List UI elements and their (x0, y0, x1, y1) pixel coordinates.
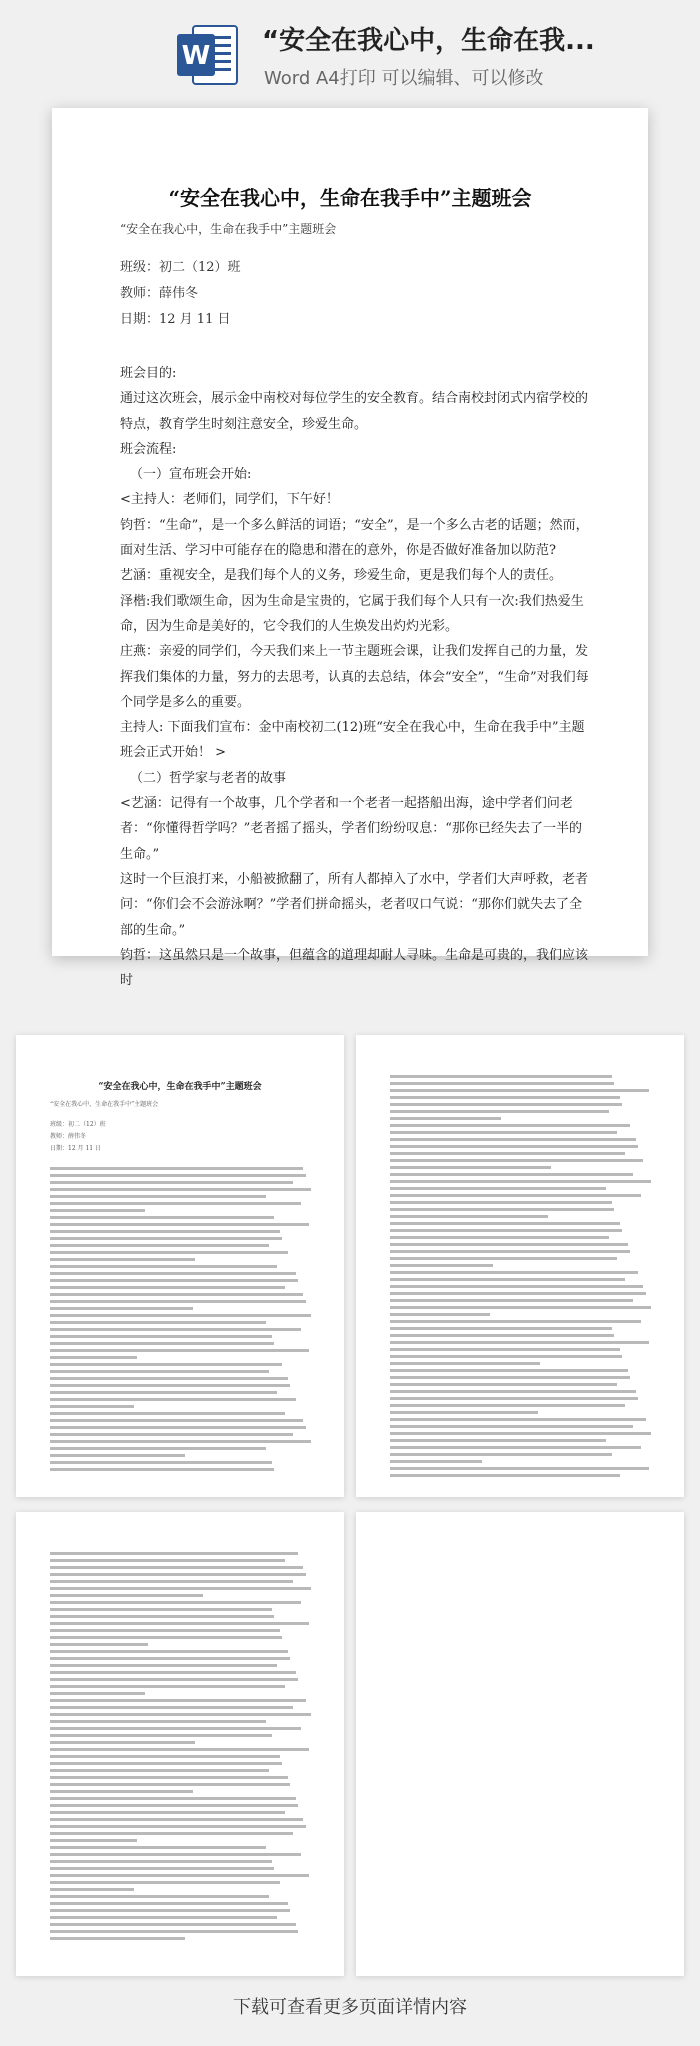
document-format-note: Word A4打印 可以编辑、可以修改 (264, 68, 544, 89)
thumb-text-line (390, 1171, 654, 1178)
thumb-text-line (50, 1417, 314, 1424)
thumb-text-line (50, 1305, 314, 1312)
thumb-text-line (50, 1564, 314, 1571)
thumb-text-line (390, 1346, 654, 1353)
thumb-text-line (50, 1228, 314, 1235)
thumb-text-line (50, 1739, 314, 1746)
thumb-text-line (390, 1437, 654, 1444)
paragraph: <艺涵：记得有一个故事，几个学者和一个老者一起搭船出海，途中学者们问老者：“你懂得哲学吗？”老者摇了摇头，学者们纷纷叹息：“那你已经失去了一半的生命。” (120, 796, 582, 862)
thumbnail-page-2[interactable] (356, 1035, 684, 1497)
thumb-text-line (390, 1220, 654, 1227)
paragraph: 泽楷:我们歌颂生命，因为生命是宝贵的，它属于我们每个人只有一次:我们热爱生命，因为生命是美好的，它令我们的人生焕发出灼灼光彩。 (120, 593, 584, 634)
thumb-text-line (50, 1354, 314, 1361)
thumb-text-line (390, 1269, 654, 1276)
thumb-text-lines (50, 1165, 314, 1473)
thumb-text-line (50, 1452, 314, 1459)
thumb-text-line (50, 1571, 314, 1578)
thumb-text-line (50, 1879, 314, 1886)
thumb-text-line (50, 1172, 314, 1179)
thumb-text-line (390, 1395, 654, 1402)
paragraph: （二）哲学家与老者的故事 (130, 770, 287, 786)
thumb-text-line (50, 1697, 314, 1704)
thumb-text-line (50, 1347, 314, 1354)
paragraph: 这时一个巨浪打来，小船被掀翻了，所有人都掉入了水中，学者们大声呼救，老者问：“你们会不会游泳啊？”学者们拼命摇头，老者叹口气说：“那你们就失去了全部的生命。” (120, 871, 589, 938)
thumb-text-line (50, 1627, 314, 1634)
thumb-text-line (390, 1472, 654, 1479)
thumb-text-line (390, 1318, 654, 1325)
thumb-text-line (50, 1683, 314, 1690)
thumb-text-line (390, 1199, 654, 1206)
thumb-text-line (50, 1445, 314, 1452)
thumb-text-line (390, 1108, 654, 1115)
thumb-text-line (390, 1262, 654, 1269)
thumb-text-line (50, 1921, 314, 1928)
thumb-text-line (390, 1157, 654, 1164)
thumb-text-line (50, 1809, 314, 1816)
thumb-text-line (50, 1753, 314, 1760)
thumb-text-line (390, 1206, 654, 1213)
thumb-text-line (50, 1312, 314, 1319)
thumb-text-line (390, 1430, 654, 1437)
thumb-text-line (390, 1241, 654, 1248)
thumb-text-line (50, 1382, 314, 1389)
thumb-text-line (50, 1277, 314, 1284)
thumb-text-line (50, 1725, 314, 1732)
paragraph: 钧哲：“生命”，是一个多么鲜活的词语；“安全”，是一个多么古老的话题；然而，面对生活、学习中可能存在的隐患和潜在的意外，你是否做好准备加以防范? (120, 517, 589, 559)
thumb-text-line (50, 1620, 314, 1627)
thumb-text-line (390, 1101, 654, 1108)
thumb-text-line (390, 1192, 654, 1199)
thumb-text-line (50, 1886, 314, 1893)
paragraph: <主持人：老师们，同学们，下午好！ (120, 492, 339, 508)
paragraph: 钧哲：这虽然只是一个故事，但蕴含的道理却耐人寻味。生命是可贵的，我们应该时 (120, 947, 589, 989)
thumb-text-line (390, 1094, 654, 1101)
thumb-text-line (390, 1297, 654, 1304)
thumb-text-line (50, 1256, 314, 1263)
thumb-text-line (390, 1332, 654, 1339)
thumb-text-line (50, 1557, 314, 1564)
more-pages-note[interactable]: 下载可查看更多页面详情内容 (233, 1997, 467, 2018)
paragraph: 班会目的: (120, 366, 177, 381)
thumb-text-line (50, 1690, 314, 1697)
thumbnail-page-4[interactable] (356, 1512, 684, 1976)
thumb-text-line (50, 1214, 314, 1221)
thumb-text-line (50, 1788, 314, 1795)
thumbnail-page-1[interactable] (16, 1035, 344, 1497)
thumb-text-line (50, 1648, 314, 1655)
thumb-title: “安全在我心中，生命在我手中”主题班会 (98, 1082, 262, 1092)
thumb-text-line (50, 1711, 314, 1718)
thumb-text-line (50, 1550, 314, 1557)
thumb-text-line (50, 1872, 314, 1879)
thumb-text-line (50, 1865, 314, 1872)
paragraph: 庄燕：亲爱的同学们，今天我们来上一节主题班会课，让我们发挥自己的力量，发挥我们集体的力量，努力的去思考，认真的去总结，体会“安全”，“生命”对我们每个同学是多么的重要。 (120, 644, 589, 710)
thumb-text-line (390, 1234, 654, 1241)
thumb-text-line (390, 1185, 654, 1192)
thumb-text-line (50, 1326, 314, 1333)
thumb-text-line (390, 1164, 654, 1171)
thumb-text-line (390, 1304, 654, 1311)
header (0, 0, 700, 100)
thumb-text-line (50, 1424, 314, 1431)
thumb-text-line (50, 1431, 314, 1438)
thumb-text-line (50, 1165, 314, 1172)
thumb-text-line (50, 1928, 314, 1935)
thumb-text-line (390, 1227, 654, 1234)
thumb-text-line (390, 1290, 654, 1297)
thumb-text-line (50, 1466, 314, 1473)
thumb-text-line (50, 1893, 314, 1900)
teacher-info: 教师：薛伟冬 (120, 286, 199, 301)
thumb-text-line (50, 1606, 314, 1613)
thumb-text-line (390, 1458, 654, 1465)
thumb-text-lines (50, 1550, 314, 1942)
thumb-text-line (50, 1767, 314, 1774)
thumb-text-line (50, 1732, 314, 1739)
thumb-text-line (50, 1284, 314, 1291)
thumb-text-line (50, 1592, 314, 1599)
document-body (120, 361, 590, 993)
thumb-text-line (50, 1578, 314, 1585)
thumb-text-line (390, 1129, 654, 1136)
thumb-text-line (50, 1851, 314, 1858)
thumbnail-page-3[interactable] (16, 1512, 344, 1976)
thumb-text-line (50, 1816, 314, 1823)
thumb-teacher: 教师：薛伟冬 (50, 1133, 87, 1140)
page-title: “安全在我心中，生命在我手中”主题班会 (168, 186, 532, 210)
document-page-preview[interactable] (52, 108, 648, 989)
thumb-text-line (390, 1444, 654, 1451)
thumb-text-line (50, 1634, 314, 1641)
thumb-text-line (50, 1760, 314, 1767)
thumb-text-line (390, 1402, 654, 1409)
thumb-text-line (50, 1298, 314, 1305)
thumb-text-line (50, 1459, 314, 1466)
thumb-text-line (50, 1410, 314, 1417)
paragraph: （一）宣布班会开始: (130, 467, 252, 483)
thumb-text-line (50, 1718, 314, 1725)
thumb-text-line (50, 1319, 314, 1326)
thumb-text-line (390, 1339, 654, 1346)
thumb-text-line (50, 1599, 314, 1606)
thumb-text-line (50, 1774, 314, 1781)
thumb-text-line (50, 1438, 314, 1445)
thumb-text-line (390, 1409, 654, 1416)
thumb-text-line (50, 1907, 314, 1914)
thumb-text-line (50, 1746, 314, 1753)
thumb-text-line (50, 1830, 314, 1837)
thumb-text-line (50, 1676, 314, 1683)
thumb-text-line (390, 1381, 654, 1388)
thumb-text-line (50, 1669, 314, 1676)
thumb-text-line (390, 1416, 654, 1423)
thumb-text-line (390, 1255, 654, 1262)
thumb-text-line (50, 1781, 314, 1788)
page-subtitle: “安全在我心中，生命在我手中”主题班会 (120, 222, 337, 236)
thumb-text-line (50, 1368, 314, 1375)
thumb-text-line (50, 1291, 314, 1298)
svg-text:W: W (181, 41, 211, 71)
thumb-text-line (50, 1179, 314, 1186)
thumb-text-line (50, 1802, 314, 1809)
thumb-text-line (50, 1585, 314, 1592)
document-title-heading: “安全在我心中，生命在我... (262, 26, 595, 56)
thumb-text-line (390, 1122, 654, 1129)
thumb-text-line (50, 1704, 314, 1711)
thumb-text-line (390, 1115, 654, 1122)
thumb-text-line (50, 1375, 314, 1382)
thumb-text-line (50, 1613, 314, 1620)
thumb-text-line (50, 1389, 314, 1396)
thumb-text-line (390, 1465, 654, 1472)
thumb-text-line (50, 1263, 314, 1270)
thumb-text-line (50, 1795, 314, 1802)
thumb-text-line (50, 1837, 314, 1844)
thumb-text-line (50, 1340, 314, 1347)
thumb-text-line (390, 1367, 654, 1374)
thumb-text-line (50, 1270, 314, 1277)
thumb-text-line (50, 1235, 314, 1242)
date-info: 日期：12 月 11 日 (120, 312, 231, 327)
thumb-text-line (390, 1150, 654, 1157)
thumb-text-line (50, 1193, 314, 1200)
thumb-text-line (390, 1143, 654, 1150)
thumb-text-line (50, 1858, 314, 1865)
thumb-text-line (50, 1641, 314, 1648)
thumb-text-line (390, 1178, 654, 1185)
thumb-text-line (50, 1844, 314, 1851)
thumb-text-line (50, 1662, 314, 1669)
thumb-text-line (50, 1207, 314, 1214)
thumb-text-line (50, 1242, 314, 1249)
thumb-text-line (390, 1087, 654, 1094)
thumb-text-line (50, 1396, 314, 1403)
thumb-text-line (50, 1200, 314, 1207)
thumb-text-line (50, 1403, 314, 1410)
thumb-text-line (50, 1186, 314, 1193)
thumb-text-line (50, 1221, 314, 1228)
thumb-text-line (390, 1311, 654, 1318)
paragraph: 主持人: 下面我们宣布：金中南校初二(12)班“安全在我心中，生命在我手中”主题班会正式开始！ > (120, 720, 585, 761)
word-document-icon (175, 22, 241, 88)
thumb-text-line (390, 1080, 654, 1087)
thumb-text-line (50, 1333, 314, 1340)
thumb-text-lines (390, 1073, 654, 1479)
thumb-class: 班级：初二（12）班 (50, 1121, 106, 1128)
thumb-text-line (390, 1325, 654, 1332)
thumb-text-line (390, 1248, 654, 1255)
thumb-text-line (390, 1360, 654, 1367)
thumb-text-line (390, 1276, 654, 1283)
paragraph: 班会流程: (120, 441, 177, 457)
paragraph: 艺涵：重视安全，是我们每个人的义务，珍爱生命，更是我们每个人的责任。 (120, 568, 563, 584)
paragraph: 通过这次班会，展示金中南校对每位学生的安全教育。结合南校封闭式内宿学校的特点，教育学生时刻注意安全，珍爱生命。 (120, 391, 589, 432)
thumb-text-line (390, 1283, 654, 1290)
thumb-subtitle: “安全在我心中，生命在我手中”主题班会 (50, 1101, 159, 1108)
thumb-text-line (50, 1655, 314, 1662)
thumb-text-line (390, 1353, 654, 1360)
thumb-text-line (50, 1361, 314, 1368)
thumb-text-line (390, 1136, 654, 1143)
class-info: 班级：初二（12）班 (120, 260, 241, 275)
thumb-text-line (390, 1374, 654, 1381)
thumb-text-line (390, 1388, 654, 1395)
thumb-date: 日期：12 月 11 日 (50, 1145, 101, 1152)
thumb-text-line (50, 1249, 314, 1256)
thumb-text-line (390, 1423, 654, 1430)
thumb-text-line (50, 1914, 314, 1921)
thumb-text-line (50, 1935, 314, 1942)
thumb-text-line (50, 1823, 314, 1830)
thumb-text-line (390, 1213, 654, 1220)
thumb-text-line (50, 1900, 314, 1907)
thumb-text-line (390, 1073, 654, 1080)
thumb-text-line (390, 1451, 654, 1458)
